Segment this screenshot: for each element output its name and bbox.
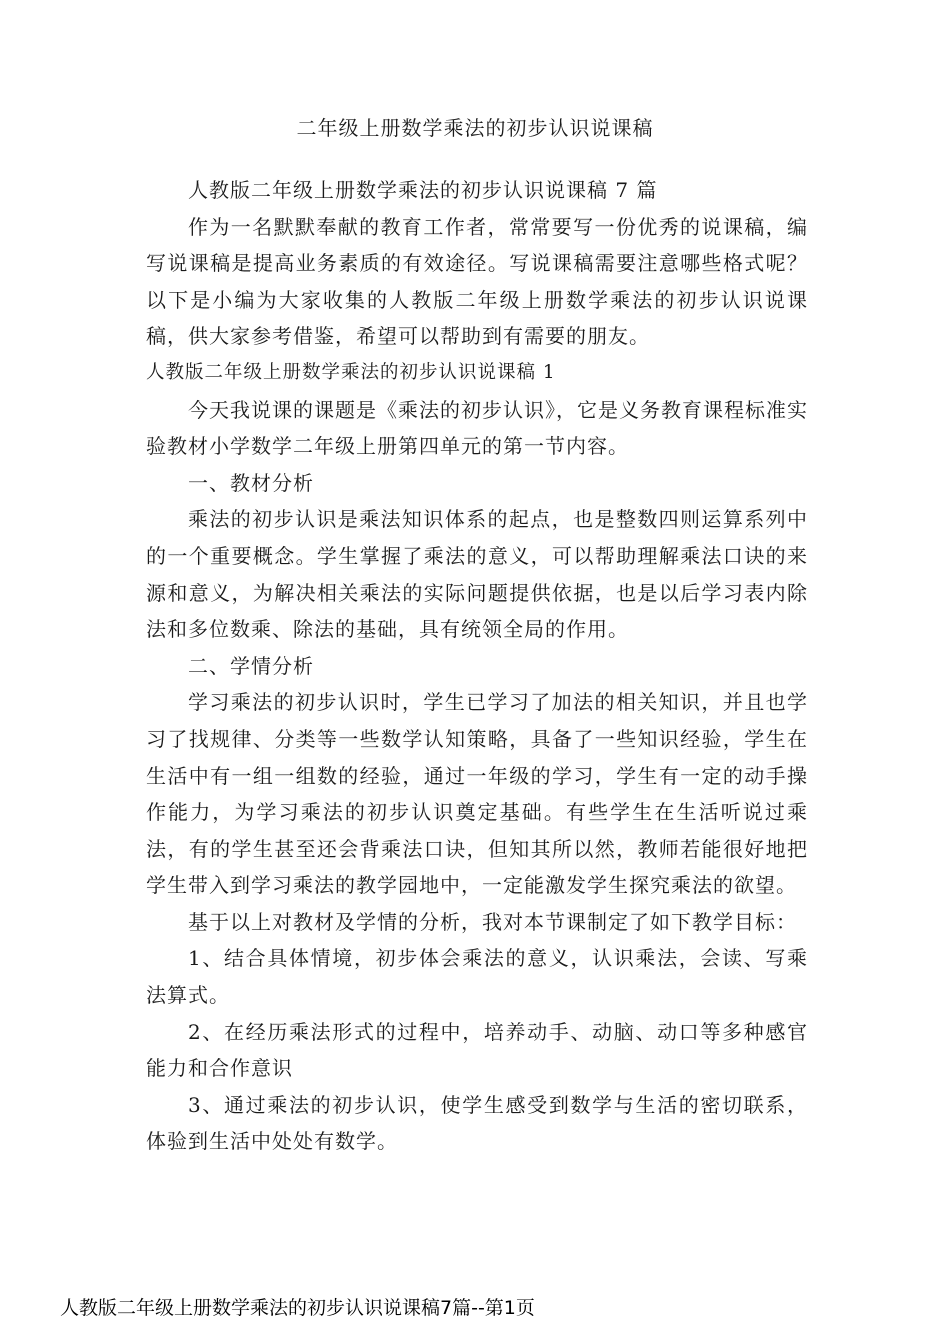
- paragraph-topic: 今天我说课的课题是《乘法的初步认识》，它是义务教育课程标准实验教材小学数学二年级上册第四单元的第一节内容。: [146, 397, 808, 459]
- paragraph-student-analysis: 学习乘法的初步认识时，学生已学习了加法的相关知识，并且也学习了找规律、分类等一些数学认知策略，具备了一些知识经验，学生在生活中有一组一组数的经验，通过一年级的学习，学生有一定的动手操作能力，为学习乘法的初步认识奠定基础。有些学生在生活听说过乘法，有的学生甚至还会背乘法口诀，但知其所以然，教师若能很好地把学生带入到学习乘法的教学园地中，一定能激发学生探究乘法的欲望。: [146, 690, 808, 898]
- paragraph-goals-intro: 基于以上对教材及学情的分析，我对本节课制定了如下教学目标：: [188, 909, 797, 934]
- document-body: [146, 172, 808, 1160]
- heading-student-analysis: 二、学情分析: [188, 653, 314, 678]
- goal-item-1: 1、结合具体情境，初步体会乘法的意义，认识乘法，会读、写乘法算式。: [146, 946, 808, 1008]
- heading-textbook-analysis: 一、教材分析: [188, 470, 314, 495]
- page-footer: 人教版二年级上册数学乘法的初步认识说课稿7篇--第1页: [60, 1297, 535, 1319]
- page-title: 二年级上册数学乘法的初步认识说课稿: [296, 116, 654, 140]
- paragraph-subtitle: 人教版二年级上册数学乘法的初步认识说课稿 7 篇: [188, 178, 658, 202]
- paragraph-textbook-analysis: 乘法的初步认识是乘法知识体系的起点，也是整数四则运算系列中的一个重要概念。学生掌握了乘法的意义，可以帮助理解乘法口诀的来源和意义，为解决相关乘法的实际问题提供依据，也是以后学习表内除法和多位数乘、除法的基础，具有统领全局的作用。: [146, 507, 808, 642]
- paragraph-intro: 作为一名默默奉献的教育工作者，常常要写一份优秀的说课稿，编写说课稿是提高业务素质的有效途径。写说课稿需要注意哪些格式呢？以下是小编为大家收集的人教版二年级上册数学乘法的初步认识说课稿，供大家参考借鉴，希望可以帮助到有需要的朋友。: [146, 214, 808, 349]
- goal-item-2: 2、在经历乘法形式的过程中，培养动手、动脑、动口等多种感官能力和合作意识: [146, 1019, 808, 1081]
- section-heading-1: 人教版二年级上册数学乘法的初步认识说课稿 1: [146, 361, 556, 383]
- goal-item-3: 3、通过乘法的初步认识，使学生感受到数学与生活的密切联系，体验到生活中处处有数学。: [146, 1092, 808, 1154]
